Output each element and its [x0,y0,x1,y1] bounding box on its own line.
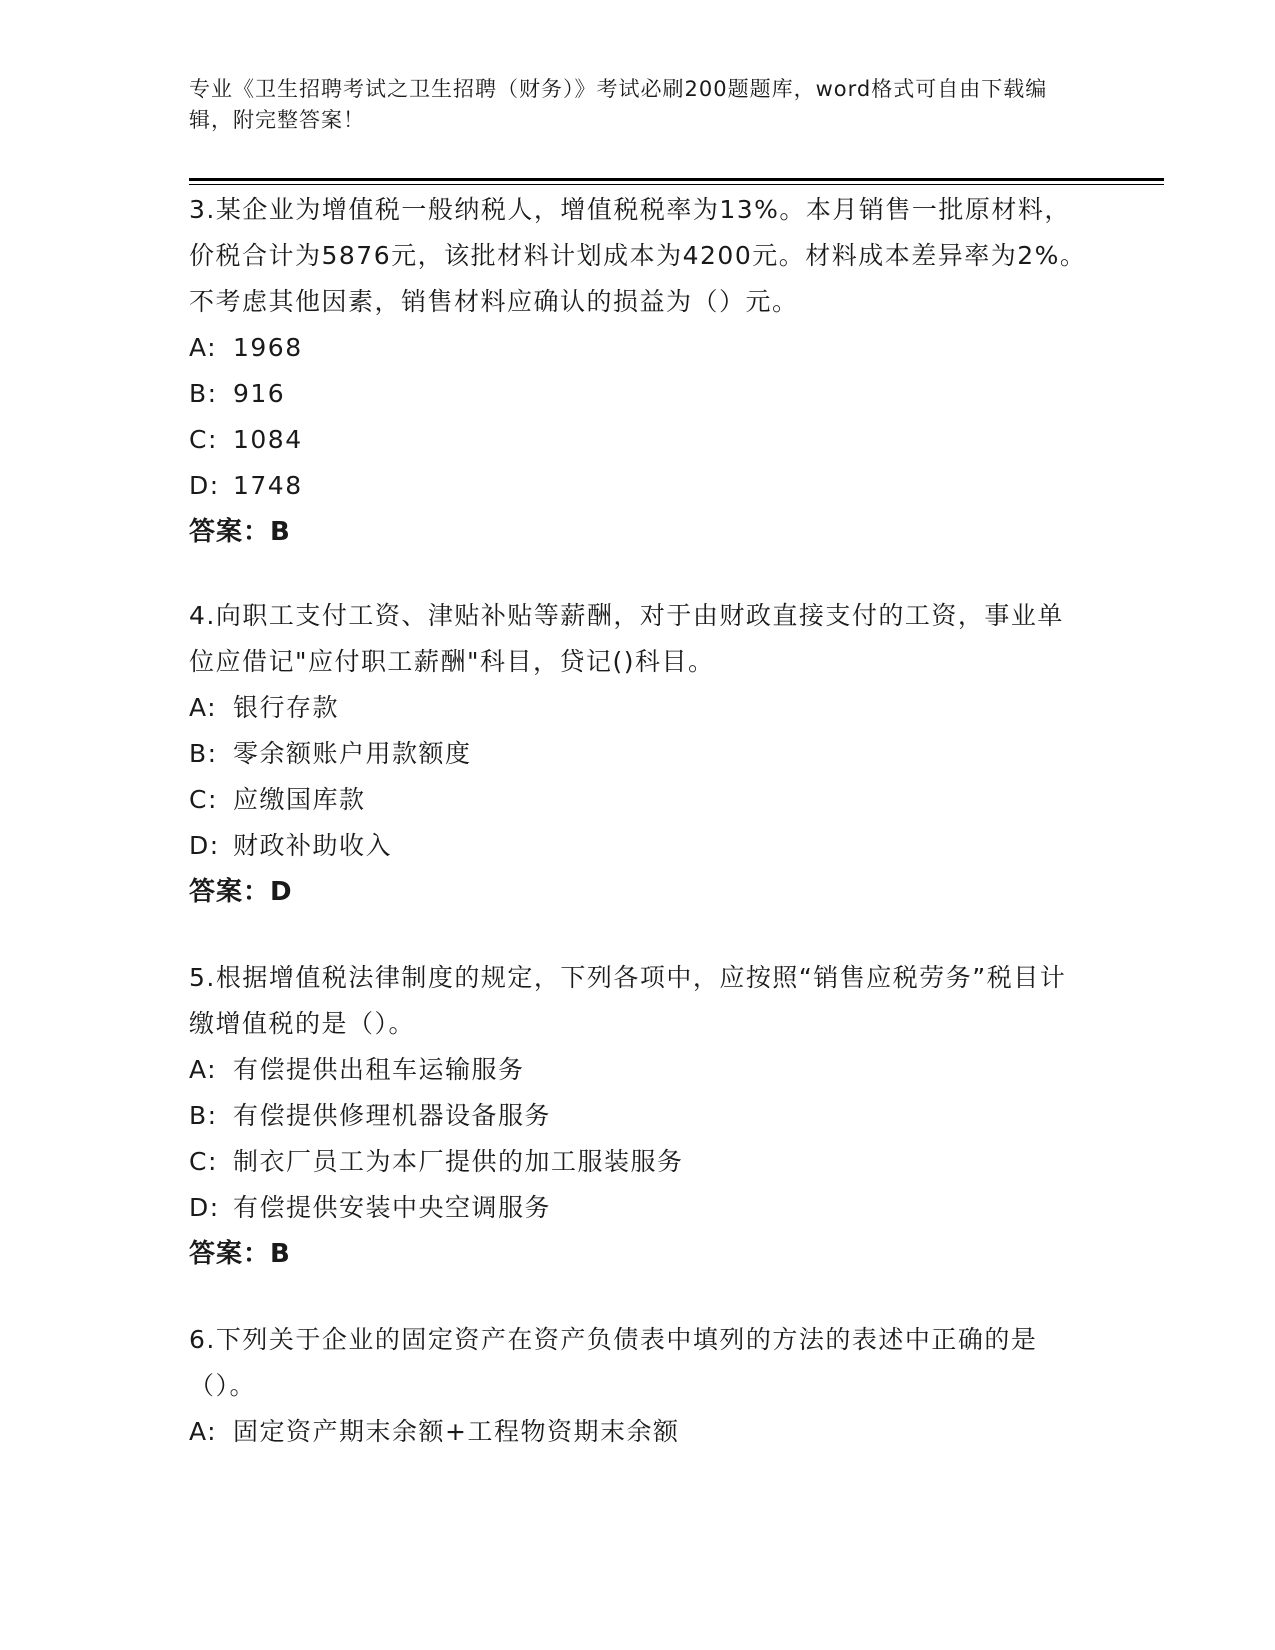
document-header: 专业《卫生招聘考试之卫生招聘（财务）》考试必刷200题题库，word格式可自由下载编辑，附完整答案！ [189,77,1048,132]
option-letter: A: [189,333,218,362]
question-block [189,955,1089,1277]
option-letter: A: [189,693,218,722]
question-block [189,1317,1089,1455]
question-stem: 4.向职工支付工资、津贴补贴等薪酬，对于由财政直接支付的工资，事业单位应借记"应付职工薪酬"科目，贷记()科目。 [189,601,1064,676]
option-text: 银行存款 [233,693,340,722]
option-a [189,325,1089,371]
option-a [189,1409,1089,1455]
option-text: 固定资产期末余额+工程物资期末余额 [233,1417,680,1446]
answer-line: 答案：B [189,1239,291,1269]
option-letter: B: [189,379,218,408]
option-text: 制衣厂员工为本厂提供的加工服装服务 [233,1147,684,1176]
answer-line: 答案：D [189,877,293,907]
option-text: 1084 [233,425,303,454]
question-stem: 6.下列关于企业的固定资产在资产负债表中填列的方法的表述中正确的是（）。 [189,1325,1038,1400]
option-letter: A: [189,1417,218,1446]
option-text: 1748 [233,471,303,500]
header-rule-thick [189,178,1164,181]
option-c [189,417,1089,463]
option-text: 财政补助收入 [233,831,393,860]
option-letter: D: [189,831,220,860]
option-text: 有偿提供出租车运输服务 [233,1055,525,1084]
option-text: 1968 [233,333,303,362]
option-letter: B: [189,1101,218,1130]
question-stem: 5.根据增值税法律制度的规定，下列各项中，应按照“销售应税劳务”税目计缴增值税的是（）。 [189,963,1067,1038]
question-block [189,187,1089,555]
option-letter: C: [189,785,218,814]
option-d [189,823,1089,869]
question-block [189,593,1089,915]
option-text: 有偿提供安装中央空调服务 [233,1193,552,1222]
option-letter: C: [189,425,218,454]
header-rule-thin [189,184,1164,185]
answer-line: 答案：B [189,517,291,547]
option-letter: D: [189,1193,220,1222]
option-c [189,1139,1089,1185]
option-letter: C: [189,1147,218,1176]
option-text: 应缴国库款 [233,785,366,814]
option-d [189,463,1089,509]
option-text: 916 [233,379,286,408]
option-c [189,777,1089,823]
question-stem: 3.某企业为增值税一般纳税人，增值税税率为13%。本月销售一批原材料，价税合计为5876元，该批材料计划成本为4200元。材料成本差异率为2%。不考虑其他因素，销售材料应确认的损益为（）元。 [189,195,1087,316]
option-letter: A: [189,1055,218,1084]
option-letter: B: [189,739,218,768]
option-d [189,1185,1089,1231]
option-b [189,731,1089,777]
option-b [189,1093,1089,1139]
option-a [189,1047,1089,1093]
option-text: 零余额账户用款额度 [233,739,472,768]
option-letter: D: [189,471,220,500]
option-a [189,685,1089,731]
option-text: 有偿提供修理机器设备服务 [233,1101,552,1130]
option-b [189,371,1089,417]
